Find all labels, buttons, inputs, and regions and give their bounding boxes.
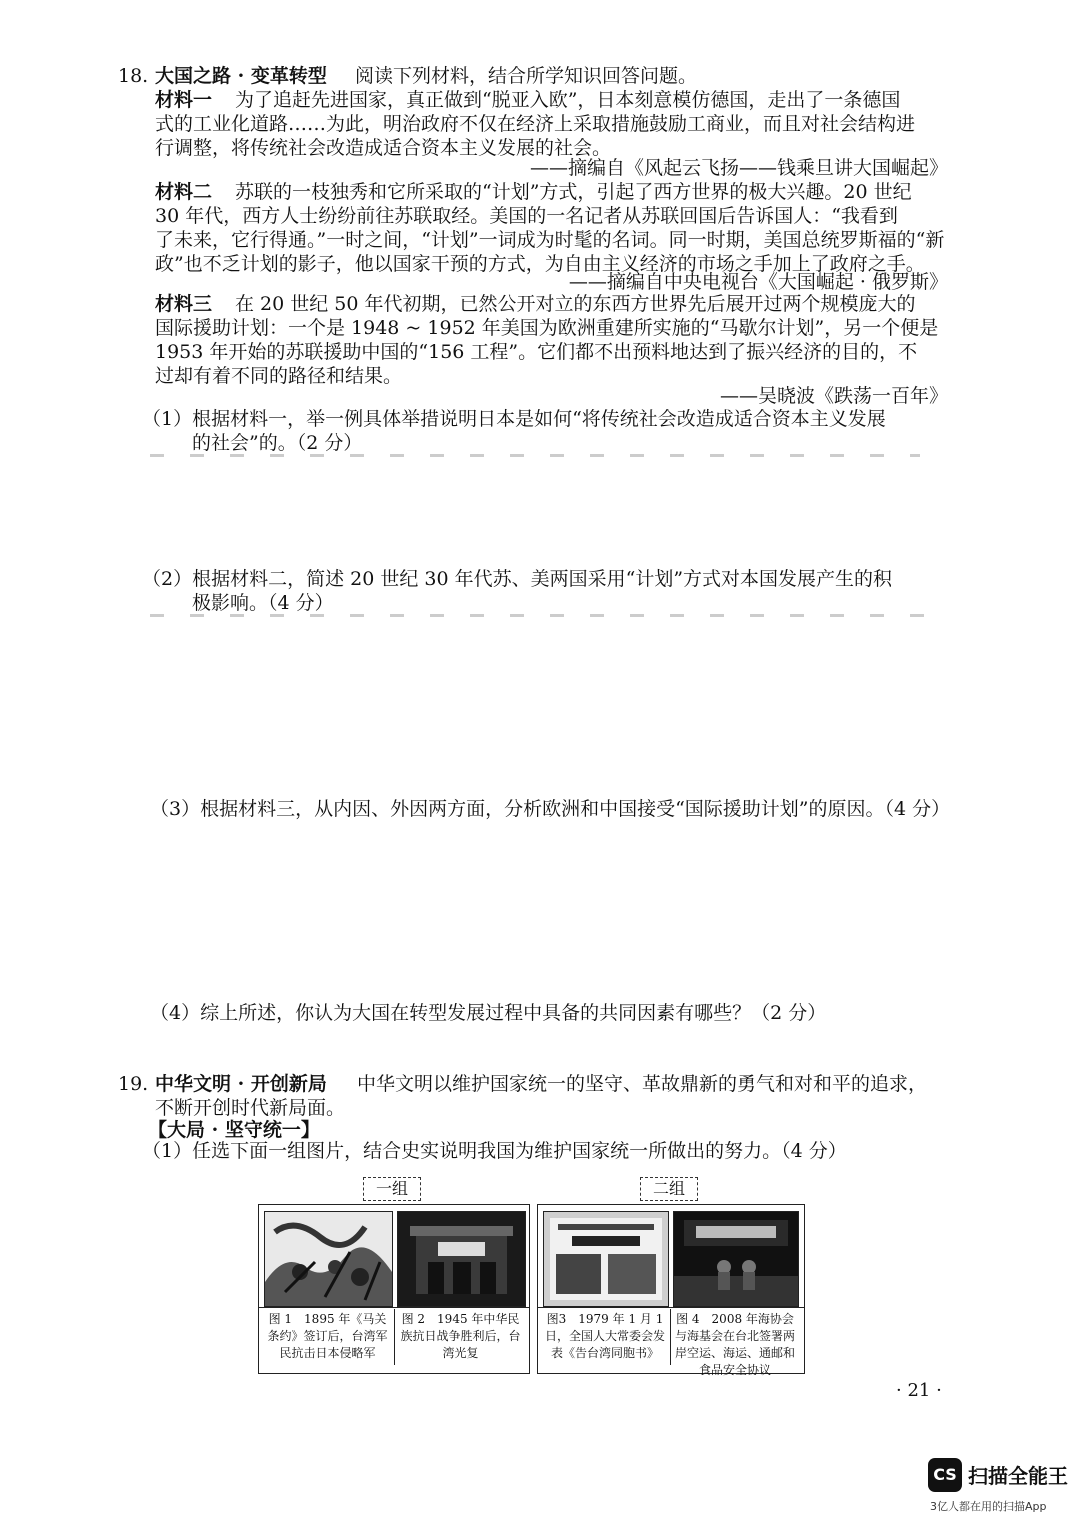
q18-sub3: （3）根据材料三，从内因、外因两方面，分析欧洲和中国接受“国际援助计划”的原因。（4 分） [150,798,951,820]
watermark-subtitle: 3亿人都在用的扫描App [930,1500,1047,1513]
group-2-label: 二组 [640,1177,698,1201]
scan-artifact [150,614,940,617]
figure-3-caption: 图3 1979 年 1 月 1 日，全国人大常委会发表《告台湾同胞书》 [544,1312,665,1360]
q19-title: 中华文明 · 开创新局 [155,1073,327,1095]
image-group-1 [258,1204,530,1374]
material-3-source: ——吴晓波《跌荡一百年》 [719,385,948,407]
figure-2-caption: 图 2 1945 年中华民族抗日战争胜利后，台湾光复 [400,1312,521,1360]
material-3-line: 过却有着不同的路径和结果。 [155,365,403,387]
q19-section-heading: 【大局 · 坚守统一】 [148,1119,320,1141]
watermark-title: 扫描全能王 [968,1464,1068,1488]
divider [538,1307,804,1308]
material-3-label: 材料三 [155,293,213,315]
camscanner-logo-icon: CS [928,1458,962,1492]
image-group-2 [537,1204,805,1377]
material-1-source: ——摘编自《风起云飞扬——钱乘旦讲大国崛起》 [529,157,948,179]
material-1-label: 材料一 [155,89,213,111]
material-2-label: 材料二 [155,181,213,203]
material-3-line: 国际援助计划：一个是 1948 ~ 1952 年美国为欧洲重建所实施的“马歇尔计划”，另一个便是 [155,317,939,339]
material-1-line: 式的工业化道路……为此，明治政府不仅在经济上采取措施鼓励工商业，而且对社会结构进 [155,113,916,135]
q19-sub1: （1）任选下面一组图片，结合史实说明我国为维护国家统一所做出的努力。（4 分） [142,1140,847,1162]
q18-sub2-line: （2）根据材料二，简述 20 世纪 30 年代苏、美两国采用“计划”方式对本国发展产生的积 [142,568,893,590]
group-1-label: 一组 [363,1177,421,1201]
scan-artifact [150,454,920,457]
material-1-line: 行调整，将传统社会改造成适合资本主义发展的社会。 [155,137,612,159]
q19-intro-line: 中华文明以维护国家统一的坚守、革故鼎新的勇气和对和平的追求， [357,1073,928,1095]
q18-number: 18. [118,65,149,87]
q18-sub2-line: 极影响。（4 分） [192,592,334,614]
figure-2-photo [397,1211,526,1307]
q18-title: 大国之路 · 变革转型 [155,65,327,87]
page-number: · 21 · [896,1380,942,1401]
material-2-line: 了未来，它行得通。”一时之间，“计划”一词成为时髦的名词。同一时期，美国总统罗斯福的“新 [155,229,945,251]
figure-1-caption: 图 1 1895 年《马关条约》签订后，台湾军民抗击日本侵略军 [267,1312,388,1360]
material-2-line: 政”也不乏计划的影子，他以国家干预的方式，为自由主义经济的市场之手加上了政府之手。 [155,253,925,275]
q18-sub1-line: 的社会”的。（2 分） [192,432,363,454]
divider [394,1309,395,1365]
figure-4-caption: 图 4 2008 年海协会与海基会在台北签署两岸空运、海运、通邮和食品安全协议 [674,1312,795,1377]
figure-4-photo [673,1211,799,1307]
material-3-line: 在 20 世纪 50 年代初期，已然公开对立的东西方世界先后展开过两个规模庞大的 [235,293,916,315]
q19-number: 19. [118,1073,149,1095]
figure-3-photo [543,1211,669,1307]
divider [259,1307,529,1308]
q19-intro-line: 不断开创时代新局面。 [155,1097,346,1119]
q18-sub4: （4）综上所述，你认为大国在转型发展过程中具备的共同因素有哪些？（2 分） [150,1002,827,1024]
material-1-line: 为了追赶先进国家，真正做到“脱亚入欧”，日本刻意模仿德国，走出了一条德国 [235,89,901,111]
material-3-line: 1953 年开始的苏联援助中国的“156 工程”。它们都不出预料地达到了振兴经济的目的，不 [155,341,918,363]
material-2-source: ——摘编自中央电视台《大国崛起 · 俄罗斯》 [568,271,948,293]
figure-1-photo [264,1211,393,1307]
material-2-line: 苏联的一枝独秀和它所采取的“计划”方式，引起了西方世界的极大兴趣。20 世纪 [235,181,912,203]
material-2-line: 30 年代，西方人士纷纷前往苏联取经。美国的一名记者从苏联回国后告诉国人：“我看到 [155,205,898,227]
divider [670,1309,671,1365]
q18-sub1-line: （1）根据材料一，举一例具体举措说明日本是如何“将传统社会改造成适合资本主义发展 [142,408,886,430]
q18-intro: 阅读下列材料，结合所学知识回答问题。 [355,65,698,87]
